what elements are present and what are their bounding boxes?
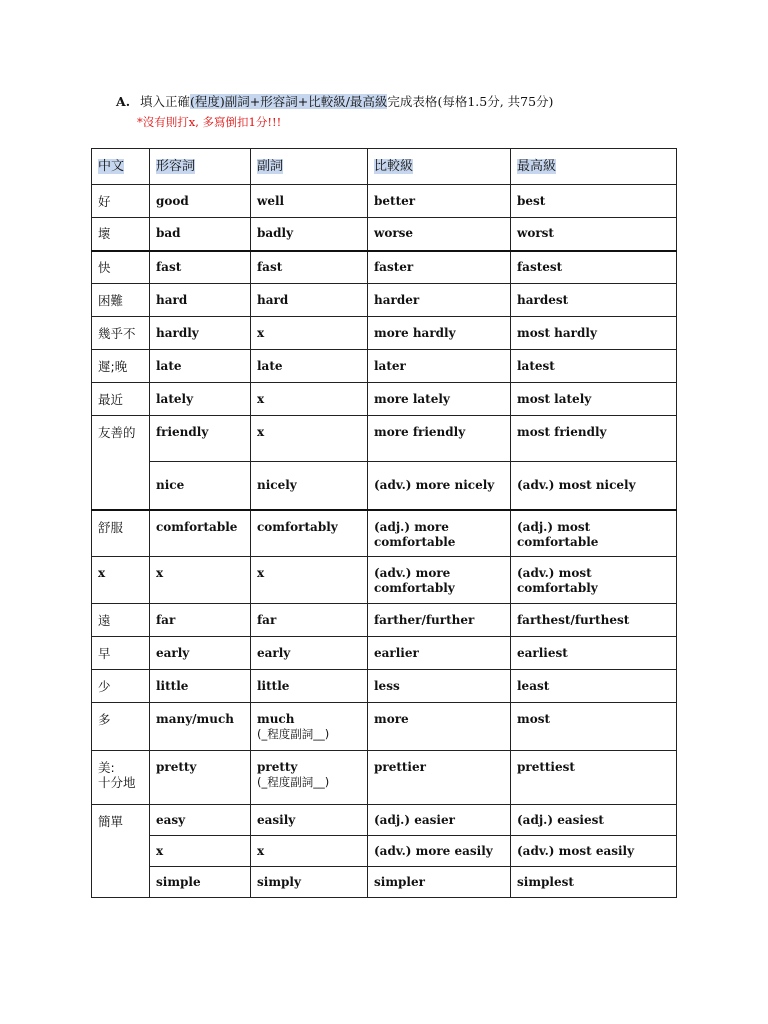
cell-adjective: little (150, 670, 251, 703)
cell-adjective: lately (150, 383, 251, 416)
cell-superlative: most lately (511, 383, 677, 416)
cell-chinese: 壞 (92, 218, 150, 251)
table-row (92, 805, 677, 836)
cell-chinese: 友善的 (92, 416, 150, 510)
cell-comparative: (adv.) more comfortably (368, 557, 511, 604)
cell-superlative: (adv.) most easily (511, 836, 677, 867)
cell-chinese (92, 751, 150, 805)
exercise-heading (116, 92, 553, 110)
cell-comparative: farther/further (368, 604, 511, 637)
cell-adverb (251, 751, 368, 805)
cell-adverb: x (251, 836, 368, 867)
table-row (92, 416, 677, 462)
cell-chinese: 舒服 (92, 510, 150, 557)
grammar-table (91, 148, 677, 898)
cell-adjective: good (150, 185, 251, 218)
cell-comparative: worse (368, 218, 511, 251)
cell-superlative: (adj.) easiest (511, 805, 677, 836)
cell-comparative: prettier (368, 751, 511, 805)
cell-adverb: well (251, 185, 368, 218)
table-row (92, 251, 677, 284)
header-chinese: 中文 (92, 149, 150, 185)
header-adverb: 副詞 (251, 149, 368, 185)
cell-adjective: hardly (150, 317, 251, 350)
cell-adjective: hard (150, 284, 251, 317)
cell-superlative: earliest (511, 637, 677, 670)
cell-adverb: far (251, 604, 368, 637)
cell-chinese: 多 (92, 703, 150, 751)
cell-superlative: prettiest (511, 751, 677, 805)
cell-comparative: (adj.) more comfortable (368, 510, 511, 557)
cell-comparative: faster (368, 251, 511, 284)
cell-chinese: x (92, 557, 150, 604)
table-row (92, 604, 677, 637)
cell-comparative: simpler (368, 867, 511, 898)
cell-comparative: later (368, 350, 511, 383)
table-row (92, 510, 677, 557)
cell-adjective: friendly (150, 416, 251, 462)
heading-suffix: 完成表格 (387, 94, 438, 109)
cell-superlative: best (511, 185, 677, 218)
table-row (92, 185, 677, 218)
cell-chinese: 遲;晚 (92, 350, 150, 383)
cell-chinese: 少 (92, 670, 150, 703)
cell-adjective: easy (150, 805, 251, 836)
cell-superlative: (adj.) most comfortable (511, 510, 677, 557)
cell-adjective: early (150, 637, 251, 670)
cell-adjective: pretty (150, 751, 251, 805)
table-row (92, 218, 677, 251)
cell-chinese: 快 (92, 251, 150, 284)
cell-adverb (251, 703, 368, 751)
cell-chinese: 幾乎不 (92, 317, 150, 350)
cell-superlative: farthest/furthest (511, 604, 677, 637)
cell-chinese: 簡單 (92, 805, 150, 898)
table-row (92, 317, 677, 350)
cell-adverb: comfortably (251, 510, 368, 557)
table-row (92, 383, 677, 416)
cell-superlative: (adv.) most nicely (511, 462, 677, 510)
cell-adjective: simple (150, 867, 251, 898)
cell-chinese: 遠 (92, 604, 150, 637)
cell-adverb: late (251, 350, 368, 383)
cell-adjective: x (150, 836, 251, 867)
cell-chinese: 早 (92, 637, 150, 670)
cell-comparative: (adv.) more nicely (368, 462, 511, 510)
cell-superlative: hardest (511, 284, 677, 317)
cell-adverb: x (251, 416, 368, 462)
cell-comparative: more friendly (368, 416, 511, 462)
cell-chinese: 困難 (92, 284, 150, 317)
cell-chinese: 好 (92, 185, 150, 218)
table-row (92, 703, 677, 751)
table-row (92, 867, 677, 898)
heading-points: (每格1.5分, 共75分) (437, 94, 554, 109)
adverb-text: pretty (257, 760, 298, 774)
table-row (92, 462, 677, 510)
table-row (92, 557, 677, 604)
cell-adverb: fast (251, 251, 368, 284)
cell-adverb: badly (251, 218, 368, 251)
cell-superlative: worst (511, 218, 677, 251)
cell-superlative: simplest (511, 867, 677, 898)
section-label: A. (116, 94, 131, 109)
table-row (92, 637, 677, 670)
cell-adjective: late (150, 350, 251, 383)
cell-comparative: better (368, 185, 511, 218)
cell-superlative: (adv.) most comfortably (511, 557, 677, 604)
table-row (92, 751, 677, 805)
cell-superlative: least (511, 670, 677, 703)
cell-adjective: nice (150, 462, 251, 510)
cell-adverb: x (251, 383, 368, 416)
cell-superlative: latest (511, 350, 677, 383)
header-adjective: 形容詞 (150, 149, 251, 185)
cell-comparative: more (368, 703, 511, 751)
cell-comparative: harder (368, 284, 511, 317)
cell-adjective: bad (150, 218, 251, 251)
cell-superlative: most (511, 703, 677, 751)
cell-adjective: x (150, 557, 251, 604)
header-superlative: 最高級 (511, 149, 677, 185)
cell-comparative: (adj.) easier (368, 805, 511, 836)
cell-adverb: x (251, 557, 368, 604)
heading-prefix: 填入正確 (139, 94, 190, 109)
adverb-text: much (257, 712, 295, 726)
heading-highlight: (程度)副詞+形容詞+比較級/最高級 (190, 94, 388, 109)
table-row (92, 836, 677, 867)
cell-chinese: 最近 (92, 383, 150, 416)
chinese-text-line2: 十分地 (98, 775, 136, 790)
cell-superlative: most friendly (511, 416, 677, 462)
adverb-note: (_程度副詞__) (257, 727, 330, 741)
cell-adverb: little (251, 670, 368, 703)
cell-adverb: hard (251, 284, 368, 317)
table-row (92, 350, 677, 383)
cell-comparative: earlier (368, 637, 511, 670)
cell-adjective: comfortable (150, 510, 251, 557)
cell-adverb: simply (251, 867, 368, 898)
cell-adverb: early (251, 637, 368, 670)
cell-comparative: more hardly (368, 317, 511, 350)
header-comparative: 比較級 (368, 149, 511, 185)
cell-comparative: (adv.) more easily (368, 836, 511, 867)
chinese-text: 美: (98, 760, 115, 775)
cell-superlative: fastest (511, 251, 677, 284)
adverb-note: (_程度副詞__) (257, 775, 330, 789)
cell-adverb: easily (251, 805, 368, 836)
table-row (92, 284, 677, 317)
cell-adjective: far (150, 604, 251, 637)
cell-adverb: x (251, 317, 368, 350)
warning-note: *沒有則打x, 多寫倒扣1分!!! (137, 115, 282, 129)
table-row (92, 670, 677, 703)
cell-adverb: nicely (251, 462, 368, 510)
cell-comparative: less (368, 670, 511, 703)
cell-comparative: more lately (368, 383, 511, 416)
cell-adjective: many/much (150, 703, 251, 751)
cell-superlative: most hardly (511, 317, 677, 350)
table-header-row (92, 149, 677, 185)
cell-adjective: fast (150, 251, 251, 284)
